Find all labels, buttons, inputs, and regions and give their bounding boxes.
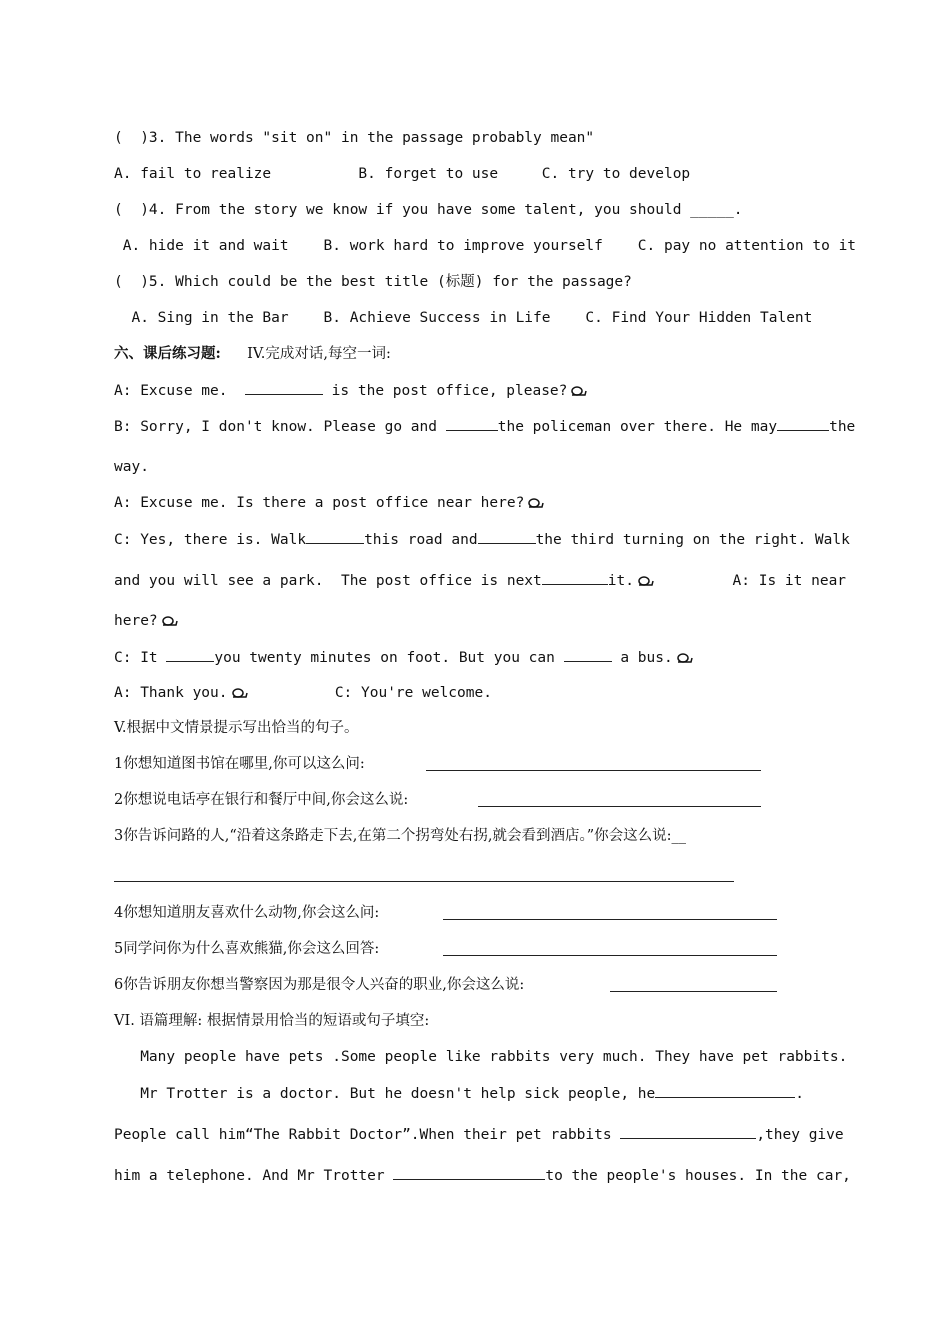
dialogue-line-6 xyxy=(114,570,846,593)
dialogue-text: C: It xyxy=(114,650,167,666)
blank-8[interactable] xyxy=(564,647,612,662)
passage-line-4 xyxy=(114,1165,851,1186)
passage-line-3 xyxy=(114,1124,844,1145)
snail-icon xyxy=(636,573,654,593)
answer-line-1[interactable] xyxy=(426,770,761,771)
dialogue-line-8 xyxy=(114,647,693,670)
dialogue-line-7 xyxy=(114,611,178,633)
dialogue-text: B: Sorry, I don't know. Please go and xyxy=(114,419,446,435)
dialogue-text: and you will see a park. The post office is next xyxy=(114,573,542,589)
answer-line-5[interactable] xyxy=(443,955,777,956)
passage-line-2 xyxy=(114,1083,804,1104)
section-6-title: 六、课后练习题: xyxy=(114,345,221,362)
dialogue-text: A: Excuse me. Is there a post office near here? xyxy=(114,495,525,511)
blank-3[interactable] xyxy=(777,416,829,431)
blank-4[interactable] xyxy=(306,529,364,544)
section-5-item-3: 3你告诉问路的人,“沿着这条路走下去,在第二个拐弯处右拐,就会看到酒店。”你会这么说:__ xyxy=(114,828,687,844)
dialogue-text: C: You're welcome. xyxy=(334,685,492,701)
snail-icon xyxy=(569,383,587,403)
section-5-item-6: 6你告诉朋友你想当警察因为那是很令人兴奋的职业,你会这么说: xyxy=(114,977,525,993)
blank-2[interactable] xyxy=(446,416,498,431)
dialogue-text: A: Is it near xyxy=(732,573,847,589)
dialogue-text: the xyxy=(829,419,856,435)
passage-text: to the people's houses. In the car, xyxy=(545,1168,851,1184)
passage-text: him a telephone. And Mr Trotter xyxy=(114,1168,394,1184)
question-3-options: A. fail to realize B. forget to use C. try to develop xyxy=(114,166,691,182)
snail-icon xyxy=(230,685,248,705)
snail-icon xyxy=(526,495,544,515)
dialogue-text: the policeman over there. He may xyxy=(497,419,778,435)
section-6-subtitle: IV.完成对话,每空一词: xyxy=(247,346,391,362)
passage-blank-2[interactable] xyxy=(620,1124,756,1139)
passage-blank-1[interactable] xyxy=(655,1083,795,1098)
blank-5[interactable] xyxy=(478,529,536,544)
answer-line-3[interactable] xyxy=(114,881,734,882)
question-5-options: A. Sing in the Bar B. Achieve Success in Life C. Find Your Hidden Talent xyxy=(114,310,813,326)
passage-line-1: Many people have pets .Some people like rabbits very much. They have pet rabbits. xyxy=(114,1049,848,1065)
passage-blank-3[interactable] xyxy=(393,1165,545,1180)
dialogue-line-9 xyxy=(114,683,492,705)
answer-line-4[interactable] xyxy=(443,919,777,920)
dialogue-line-2 xyxy=(114,416,855,437)
section-6-heading xyxy=(114,344,391,364)
dialogue-text: C: Yes, there is. Walk xyxy=(114,532,307,548)
dialogue-line-1 xyxy=(114,380,587,403)
dialogue-line-5 xyxy=(114,529,850,550)
blank-1[interactable] xyxy=(245,380,323,395)
dialogue-line-3: way. xyxy=(114,459,149,475)
dialogue-text: here? xyxy=(114,613,158,629)
blank-7[interactable] xyxy=(166,647,214,662)
blank-6[interactable] xyxy=(542,570,608,585)
dialogue-text: A: Thank you. xyxy=(114,685,228,701)
passage-text: People call him“The Rabbit Doctor”.When their pet rabbits xyxy=(114,1127,621,1143)
snail-icon xyxy=(675,650,693,670)
dialogue-line-4 xyxy=(114,493,544,515)
answer-line-6[interactable] xyxy=(610,991,777,992)
section-5-heading: V.根据中文情景提示写出恰当的句子。 xyxy=(114,720,359,736)
passage-text: Mr Trotter is a doctor. But he doesn't help sick people, he xyxy=(114,1086,656,1102)
snail-icon xyxy=(160,613,178,633)
question-5-stem: ( )5. Which could be the best title (标题) for the passage? xyxy=(114,274,632,290)
section-6b-heading: VI. 语篇理解: 根据情景用恰当的短语或句子填空: xyxy=(114,1013,430,1029)
question-4-stem: ( )4. From the story we know if you have some talent, you should _____. xyxy=(114,202,743,218)
dialogue-text: is the post office, please? xyxy=(322,383,568,399)
section-5-item-2: 2你想说电话亭在银行和餐厅中间,你会这么说: xyxy=(114,792,409,808)
section-5-item-1: 1你想知道图书馆在哪里,你可以这么问: xyxy=(114,756,365,772)
dialogue-text: it. xyxy=(607,573,634,589)
dialogue-text: the third turning on the right. Walk xyxy=(535,532,850,548)
passage-text: ,they give xyxy=(756,1127,844,1143)
answer-line-2[interactable] xyxy=(478,806,761,807)
question-3-stem: ( )3. The words "sit on" in the passage probably mean" xyxy=(114,130,595,146)
dialogue-text: this road and xyxy=(364,532,478,548)
passage-text: . xyxy=(795,1086,804,1102)
dialogue-text: you twenty minutes on foot. But you can xyxy=(214,650,564,666)
dialogue-text: A: Excuse me. xyxy=(114,383,245,399)
question-4-options: A. hide it and wait B. work hard to improve yourself C. pay no attention to it xyxy=(114,238,857,254)
dialogue-text: a bus. xyxy=(611,650,673,666)
section-5-item-5: 5同学问你为什么喜欢熊猫,你会这么回答: xyxy=(114,941,380,957)
section-5-item-4: 4你想知道朋友喜欢什么动物,你会这么问: xyxy=(114,905,380,921)
